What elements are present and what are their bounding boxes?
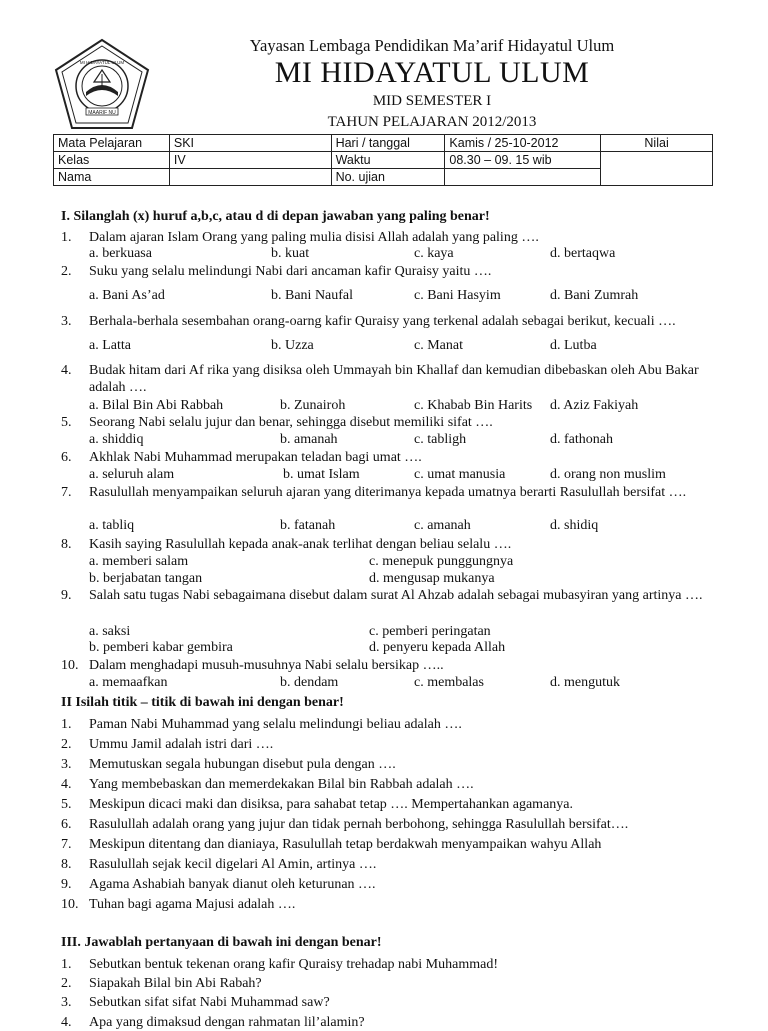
option-c[interactable]: c. pemberi peringatan [369,624,491,639]
question-text: Dalam menghadapi musuh-musuhnya Nabi selalu bersikap ….. [89,658,444,673]
option-b[interactable]: b. Zunairoh [280,398,346,413]
section-3-title: III. Jawablah pertanyaan di bawah ini dengan benar! [61,935,382,950]
option-a[interactable]: a. Latta [89,338,131,353]
option-c[interactable]: c. Manat [414,338,463,353]
item-number: 4. [61,1015,72,1030]
option-d[interactable]: d. Bani Zumrah [550,288,639,303]
option-b[interactable]: b. dendam [280,675,339,690]
option-c[interactable]: c. Bani Hasyim [414,288,501,303]
option-c[interactable]: c. umat manusia [414,467,506,482]
option-b[interactable]: b. fatanah [280,518,336,533]
item-text: Agama Ashabiah banyak dianut oleh keturunan …. [89,877,376,892]
subject-label: Mata Pelajaran [54,135,170,152]
option-c[interactable]: c. tabligh [414,432,467,447]
item-text: Rasulullah adalah orang yang jujur dan tidak pernah berbohong, sehingga Rasulullah bersifat…. [89,817,629,832]
item-text: Paman Nabi Muhammad yang selalu melindungi beliau adalah …. [89,717,462,732]
item-number: 3. [61,757,72,772]
question-text: Akhlak Nabi Muhammad merupakan teladan bagi umat …. [89,450,422,465]
item-text: Meskipun ditentang dan dianiaya, Rasulullah tetap berdakwah menyampaikan wahyu Allah [89,837,602,852]
option-d[interactable]: d. shidiq [550,518,599,533]
item-text: Apa yang dimaksud dengan rahmatan lil’alamin? [89,1015,365,1030]
exam-number-label: No. ujian [331,169,445,186]
item-number: 4. [61,777,72,792]
score-box[interactable] [601,152,713,186]
question-number: 4. [61,363,72,378]
item-text: Tuhan bagi agama Majusi adalah …. [89,897,296,912]
option-d[interactable]: d. fathonah [550,432,613,447]
exam-number-field[interactable] [445,169,601,186]
section-2-title: II Isilah titik – titik di bawah ini dengan benar! [61,695,344,710]
question-number: 6. [61,450,72,465]
item-number: 1. [61,957,72,972]
option-a[interactable]: a. saksi [89,624,131,639]
option-b[interactable]: b. Uzza [271,338,314,353]
question-number: 9. [61,588,72,603]
item-number: 3. [61,995,72,1010]
option-c[interactable]: c. Khabab Bin Harits [414,398,533,413]
question-number: 3. [61,314,72,329]
logo-ring-text: MI HIDAYATUL ULUM [79,60,125,65]
time-label: Waktu [331,152,445,169]
option-d[interactable]: d. bertaqwa [550,246,616,261]
item-number: 6. [61,817,72,832]
option-b[interactable]: b. pemberi kabar gembira [89,640,233,655]
question-number: 8. [61,537,72,552]
option-a[interactable]: a. berkuasa [89,246,152,261]
question-number: 5. [61,415,72,430]
option-b[interactable]: b. amanah [280,432,338,447]
item-number: 7. [61,837,72,852]
time-value: 08.30 – 09. 15 wib [445,152,601,169]
class-value: IV [169,152,331,169]
item-number: 8. [61,857,72,872]
item-text: Yang membebaskan dan memerdekakan Bilal bin Rabbah adalah …. [89,777,474,792]
option-d[interactable]: d. penyeru kepada Allah [369,640,506,655]
option-b[interactable]: b. berjabatan tangan [89,571,203,586]
question-text: Dalam ajaran Islam Orang yang paling mulia disisi Allah adalah yang paling …. [89,230,539,245]
item-text: Siapakah Bilal bin Abi Rabah? [89,976,262,991]
score-label: Nilai [601,135,713,152]
name-field[interactable] [169,169,331,186]
class-label: Kelas [54,152,170,169]
option-d[interactable]: d. Aziz Fakiyah [550,398,639,413]
item-text: Meskipun dicaci maki dan disiksa, para sahabat tetap …. Mempertahankan agamanya. [89,797,573,812]
item-number: 2. [61,976,72,991]
logo-banner-text: MAARIF NU [88,110,116,116]
option-a[interactable]: a. memaafkan [89,675,168,690]
question-text: Budak hitam dari Af rika yang disiksa oleh Ummayah bin Khallaf dan kemudian dibebaskan oleh Abu Bakar adalah …. [89,363,699,395]
question-text: Rasulullah menyampaikan seluruh ajaran yang diterimanya kepada umatnya berarti Rasulullah bersifat …. [89,485,687,500]
option-a[interactable]: a. Bani As’ad [89,288,165,303]
item-number: 1. [61,717,72,732]
option-d[interactable]: d. mengusap mukanya [369,571,495,586]
question-text: Seorang Nabi selalu jujur dan benar, sehingga disebut memiliki sifat …. [89,415,493,430]
exam-info-table [53,134,713,186]
option-a[interactable]: a. seluruh alam [89,467,175,482]
day-label: Hari / tanggal [331,135,445,152]
item-text: Sebutkan sifat sifat Nabi Muhammad saw? [89,995,330,1010]
option-b[interactable]: b. umat Islam [283,467,360,482]
option-a[interactable]: a. Bilal Bin Abi Rabbah [89,398,224,413]
option-d[interactable]: d. mengutuk [550,675,620,690]
item-number: 10. [61,897,79,912]
option-a[interactable]: a. memberi salam [89,554,189,569]
question-text: Berhala-berhala sesembahan orang-oarng kafir Quraisy yang terkenal adalah sebagai berikut, kecuali …. [89,314,676,329]
option-d[interactable]: d. orang non muslim [550,467,666,482]
question-text: Suku yang selalu melindungi Nabi dari ancaman kafir Quraisy yaitu …. [89,264,492,279]
day-value: Kamis / 25-10-2012 [445,135,601,152]
item-number: 2. [61,737,72,752]
option-c[interactable]: c. membalas [414,675,484,690]
question-number: 1. [61,230,72,245]
item-number: 5. [61,797,72,812]
foundation-name: Yayasan Lembaga Pendidikan Ma’arif Hidayatul Ulum [249,36,615,55]
option-c[interactable]: c. menepuk punggungnya [369,554,514,569]
item-text: Ummu Jamil adalah istri dari …. [89,737,274,752]
item-text: Memutuskan segala hubungan disebut pula dengan …. [89,757,396,772]
option-a[interactable]: a. tabliq [89,518,135,533]
school-name: MI HIDAYATUL ULUM [274,56,590,89]
item-number: 9. [61,877,72,892]
option-d[interactable]: d. Lutba [550,338,597,353]
item-text: Rasulullah sejak kecil digelari Al Amin, artinya …. [89,857,377,872]
academic-year: TAHUN PELAJARAN 2012/2013 [327,114,537,130]
option-c[interactable]: c. amanah [414,518,471,533]
question-number: 10. [61,658,79,673]
section-1-title: I. Silanglah (x) huruf a,b,c, atau d di depan jawaban yang paling benar! [61,209,490,224]
exam-title: MID SEMESTER I [372,93,492,109]
name-label: Nama [54,169,170,186]
question-text: Kasih saying Rasulullah kepada anak-anak terlihat dengan beliau selalu …. [89,537,512,552]
item-text: Sebutkan bentuk tekenan orang kafir Quraisy trehadap nabi Muhammad! [89,957,498,972]
question-number: 2. [61,264,72,279]
option-b[interactable]: b. kuat [271,246,310,261]
option-b[interactable]: b. Bani Naufal [271,288,354,303]
option-c[interactable]: c. kaya [414,246,454,261]
subject-value: SKI [169,135,331,152]
option-a[interactable]: a. shiddiq [89,432,144,447]
question-text: Salah satu tugas Nabi sebagaimana disebut dalam surat Al Ahzab adalah sebagai mubasyiran yang artinya …. [89,588,703,603]
question-number: 7. [61,485,72,500]
